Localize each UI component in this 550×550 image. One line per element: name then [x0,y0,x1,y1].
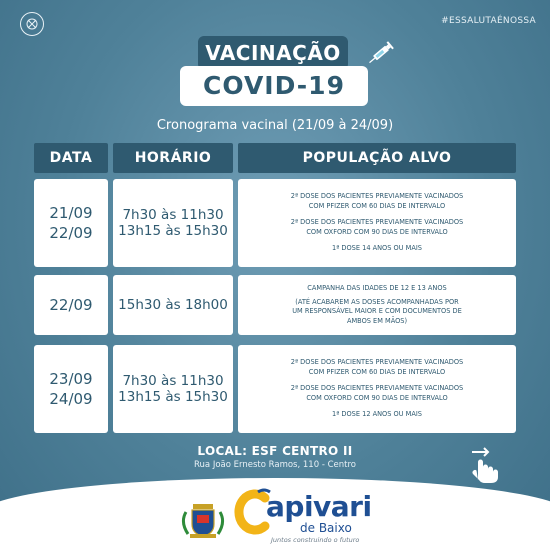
table-row-1-population [238,179,516,267]
population-line: 1ª DOSE 14 ANOS OU MAIS [332,244,422,253]
brand-tagline: Juntos construindo o futuro [271,536,360,544]
location-label: LOCAL: ESF CENTRO II [197,444,353,458]
table-row-1-time [113,179,233,267]
syringe-icon [364,36,398,74]
table-row-1-date [34,179,108,267]
population-line: COM PFIZER COM 60 DIAS DE INTERVALO [308,201,446,210]
table-row-3-time [113,345,233,433]
title-covid: COVID-19 [180,66,368,106]
date-value: 23/09 [49,370,93,388]
time-value: 15h30 às 18h00 [118,297,228,313]
column-header-data: DATA [34,143,108,173]
column-header-populacao: POPULAÇÃO ALVO [238,143,516,173]
seal-icon [20,12,44,36]
date-value: 24/09 [49,390,93,408]
population-line: 2ª DOSE DOS PACIENTES PREVIAMENTE VACINADOS [290,384,464,393]
time-value: 13h15 às 15h30 [118,223,228,239]
population-line: 2ª DOSE DOS PACIENTES PREVIAMENTE VACINADOS [290,218,464,227]
column-header-horario: HORÁRIO [113,143,233,173]
city-crest-icon [180,500,226,544]
table-row-3-date [34,345,108,433]
date-value: 21/09 [49,204,93,222]
table-row-2-population [238,275,516,335]
table-row-3-population [238,345,516,433]
title-vacinacao: VACINAÇÃO [198,36,348,70]
brand-subtitle: de Baixo [300,521,352,535]
population-line: COM PFIZER COM 60 DIAS DE INTERVALO [308,367,446,376]
population-line: COM OXFORD COM 90 DIAS DE INTERVALO [306,227,448,236]
time-value: 7h30 às 11h30 [122,373,224,389]
date-value: 22/09 [49,224,93,242]
brand-wordmark: apivari [266,490,372,523]
table-row-2-time [113,275,233,335]
time-value: 13h15 às 15h30 [118,389,228,405]
time-value: 7h30 às 11h30 [122,207,224,223]
population-line: UM RESPONSÁVEL MAIOR E COM DOCUMENTOS DE [292,307,462,315]
date-value: 22/09 [49,296,93,314]
hand-swipe-icon[interactable] [466,446,502,490]
location-address: Rua João Ernesto Ramos, 110 - Centro [194,460,356,470]
population-line: COM OXFORD COM 90 DIAS DE INTERVALO [306,393,448,402]
population-line: 2ª DOSE DOS PACIENTES PREVIAMENTE VACINADOS [290,358,464,367]
schedule-subtitle: Cronograma vacinal (21/09 à 24/09) [156,118,394,133]
population-line: 1ª DOSE 12 ANOS OU MAIS [332,410,422,419]
hashtag: #ESSALUTAÉNOSSA [441,16,536,26]
population-line: CAMPANHA DAS IDADES DE 12 E 13 ANOS [307,284,447,292]
population-line: 2ª DOSE DOS PACIENTES PREVIAMENTE VACINADOS [290,192,464,201]
table-row-2-date [34,275,108,335]
population-line: AMBOS EM MÃOS) [346,316,408,325]
population-line: (ATÉ ACABAREM AS DOSES ACOMPANHADAS POR [295,297,459,306]
